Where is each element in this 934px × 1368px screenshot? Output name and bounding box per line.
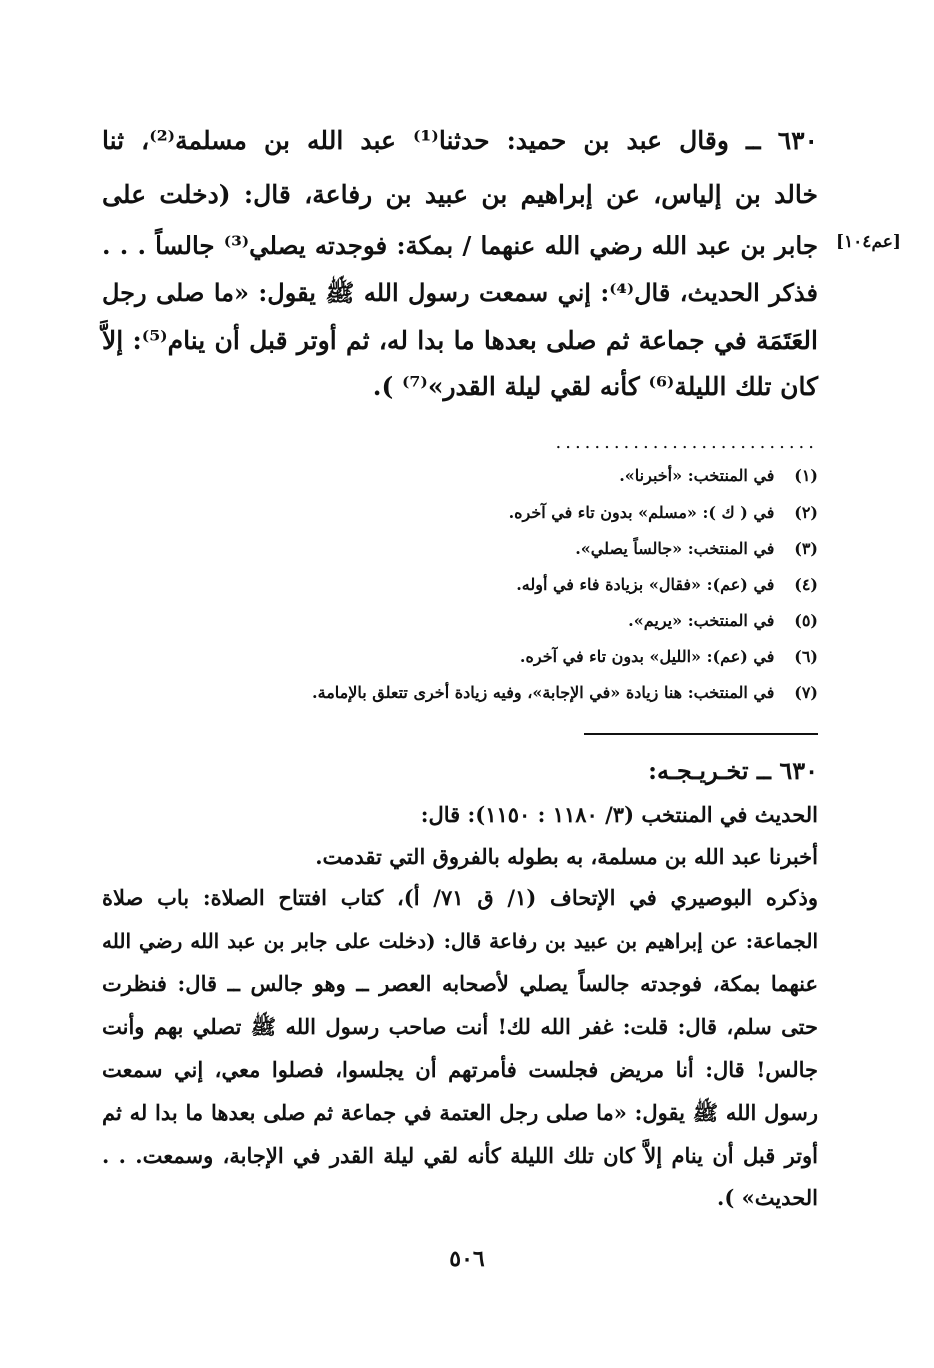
takhrij-line-3: وذكره البوصيري في الإتحاف (١/ ق ٧١/ أ)، كتاب افتتاح الصلاة: باب صلاة [102,885,818,910]
footnote-number: (٦) [794,647,818,666]
footnote-separator: ........................... [555,432,818,453]
takhrij-heading: ٦٣٠ ــ تخـريـجـه: [648,756,818,785]
main-text-line-6: كان تلك الليلة⁽⁶⁾ كأنه لقي ليلة القدر»⁽⁷⁾ ). [372,372,818,401]
footnote-4 [102,573,818,597]
footnote-number: (٤) [794,575,818,594]
footnote-number: (٥) [794,611,818,630]
footnote-number: (٢) [794,503,818,522]
takhrij-line-5: عنهما بمكة، فوجدته جالساً يصلي لأصحابه العصر ــ وهو جالس ــ قال: فنظرت [102,971,818,996]
takhrij-line-1: الحديث في المنتخب (٣/ ١١٨٠ : ١١٥٠): قال: [420,802,818,827]
footnote-2 [102,501,818,525]
footnote-number: (٧) [794,683,818,702]
footnote-text: في ( ك ): «مسلم» بدون تاء في آخره. [508,503,775,522]
footnote-1 [102,464,818,488]
footnote-text: في (عم): «الليل» بدون تاء في آخره. [519,647,775,666]
takhrij-line-4: الجماعة: عن إبراهيم بن عبيد بن رفاعة قال: (دخلت على جابر بن عبد الله رضي الله [102,929,818,953]
footnote-7 [102,681,818,705]
main-text-line-5: العَتَمَة في جماعة ثم صلى بعدها ما بدا له، ثم أوتر قبل أن ينام⁽⁵⁾: إلاَّ [102,326,819,355]
footnote-text: في (عم): «فقال» بزيادة فاء في أوله. [516,575,775,594]
takhrij-line-9: أوتر قبل أن ينام إلاَّ كان تلك الليلة كأنه لقي ليلة القدر في الإجابة، وسمعت. . . [102,1143,818,1168]
footnote-text: في المنتخب: «يريم». [628,611,775,630]
main-text-line-2: خالد بن إلياس، عن إبراهيم بن عبيد بن رفاعة، قال: (دخلت على [102,180,818,209]
footnote-number: (٣) [794,539,818,558]
footnote-3 [102,537,818,561]
footnote-text: في المنتخب: «أخبرنا». [619,466,775,485]
takhrij-line-8: رسول الله ﷺ يقول: «ما صلى رجل العتمة في جماعة ثم صلى بعدها ما بدا له ثم [102,1100,818,1125]
takhrij-line-2: أخبرنا عبد الله بن مسلمة، به بطوله بالفروق التي تقدمت. [315,844,818,869]
manuscript-folio-marker: [عم١٠٤] [836,232,901,252]
footnote-number: (١) [794,466,818,485]
page-number: ٥٠٦ [449,1246,485,1272]
footnote-6 [102,645,818,669]
section-divider [584,733,818,735]
takhrij-line-6: حتى سلم، قال: قلت: غفر الله لك! أنت صاحب رسول الله ﷺ تصلي بهم وأنت [102,1014,818,1039]
main-text-line-4: فذكر الحديث، قال⁽⁴⁾: إني سمعت رسول الله ﷺ يقول: «ما صلى رجل [102,278,818,307]
takhrij-line-10: الحديث» ). [717,1185,818,1210]
main-text-line-3: جابر بن عبد الله رضي الله عنهما / بمكة: فوجدته يصلي⁽³⁾ جالساً . . . [102,231,818,260]
footnote-5 [102,609,818,633]
footnote-text: في المنتخب: «جالساً يصلي». [575,539,775,558]
footnote-text: في المنتخب: هنا زيادة «في الإجابة»، وفيه زيادة أخرى تتعلق بالإمامة. [312,683,775,702]
main-text-line-1: ٦٣٠ ــ وقال عبد بن حميد: حدثنا⁽¹⁾ عبد الله بن مسلمة⁽²⁾، ثنا [102,126,818,155]
takhrij-line-7: جالس! قال: أنا مريض فجلست فأمرتهم أن يجلسوا، فصلوا معي، إني سمعت [102,1057,818,1082]
